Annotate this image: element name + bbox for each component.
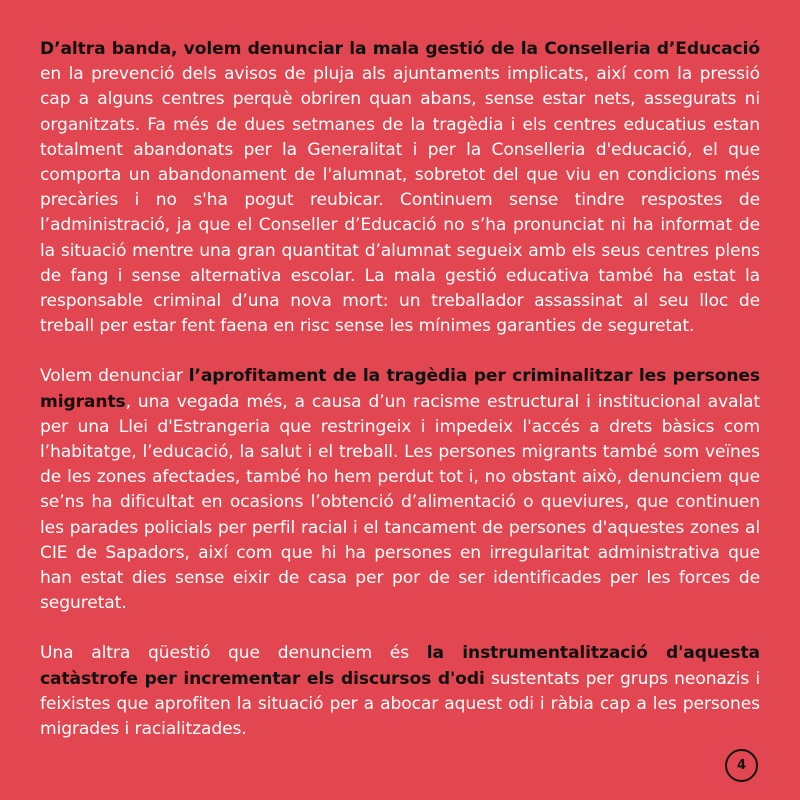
highlighted-text: la instrumentalització d'aquesta catàstrofe per incrementar els discursos d'odi — [40, 643, 760, 689]
highlighted-text: D’altra banda, volem denunciar la mala gestió de la Conselleria d’Educació — [40, 39, 760, 59]
body-text: , una vegada més, a causa d’un racisme estructural i institucional avalat per una Llei d'Estrangeria que restringeix i impedeix l'accés a drets bàsics com l’habitatge, l’educació, la salut i el treball. Les persones migrants també som veïnes de les zones afectades, també ho hem perdut tot i, no obstant això, denunciem que se’ns ha dificultat en ocasions l’obtenció d’alimentació o queviures, que continuen les parades policials per perfil racial i el tancament de persones d'aquestes zones al CIE de Sapadors, així com que hi ha persones en irregularitat administrativa que han estat dies sense eixir de casa per por de ser identificades per les forces de seguretat. — [40, 391, 760, 614]
highlighted-text: l’aprofitament de la tragèdia per criminalitzar les persones migrants — [40, 366, 760, 412]
body-text: Volem denunciar — [40, 366, 189, 387]
document-body — [40, 37, 760, 742]
body-text: en la prevenció dels avisos de pluja als ajuntaments implicats, així com la pressió cap a alguns centres perquè obriren quan abans, sense estar nets, assegurats ni organitzats. Fa més de dues setmanes de la tragèdia i els centres educatius estan totalment abandonats per la Generalitat i per la Conselleria d'educació, el que comporta un abandonament de l'alumnat, sobretot del que viu en condicions més precàries i no s'ha pogut reubicar. Continuem sense tindre respostes de l’administració, ja que el Conseller d’Educació no s’ha pronunciat ni ha informat de la situació mentre una gran quantitat d’alumnat segueix amb els seus centres plens de fang i sense alternativa escolar. La mala gestió educativa també ha estat la responsable criminal d’una nova mort: un treballador assassinat al seu lloc de treball per estar fent faena en risc sense les mínimes garanties de seguretat. — [40, 64, 760, 337]
body-text: sustentats per grups neonazis i feixistes que aprofiten la situació per a abocar aquest odi i ràbia cap a les persones migrades i racialitzades. — [40, 668, 761, 740]
paragraph-migrants — [40, 364, 760, 616]
body-text: Una altra qüestió que denunciem és — [40, 643, 427, 664]
paragraph-conselleria — [40, 37, 760, 339]
paragraph-hate-speech — [40, 641, 760, 742]
page-number: 4 — [725, 749, 758, 782]
